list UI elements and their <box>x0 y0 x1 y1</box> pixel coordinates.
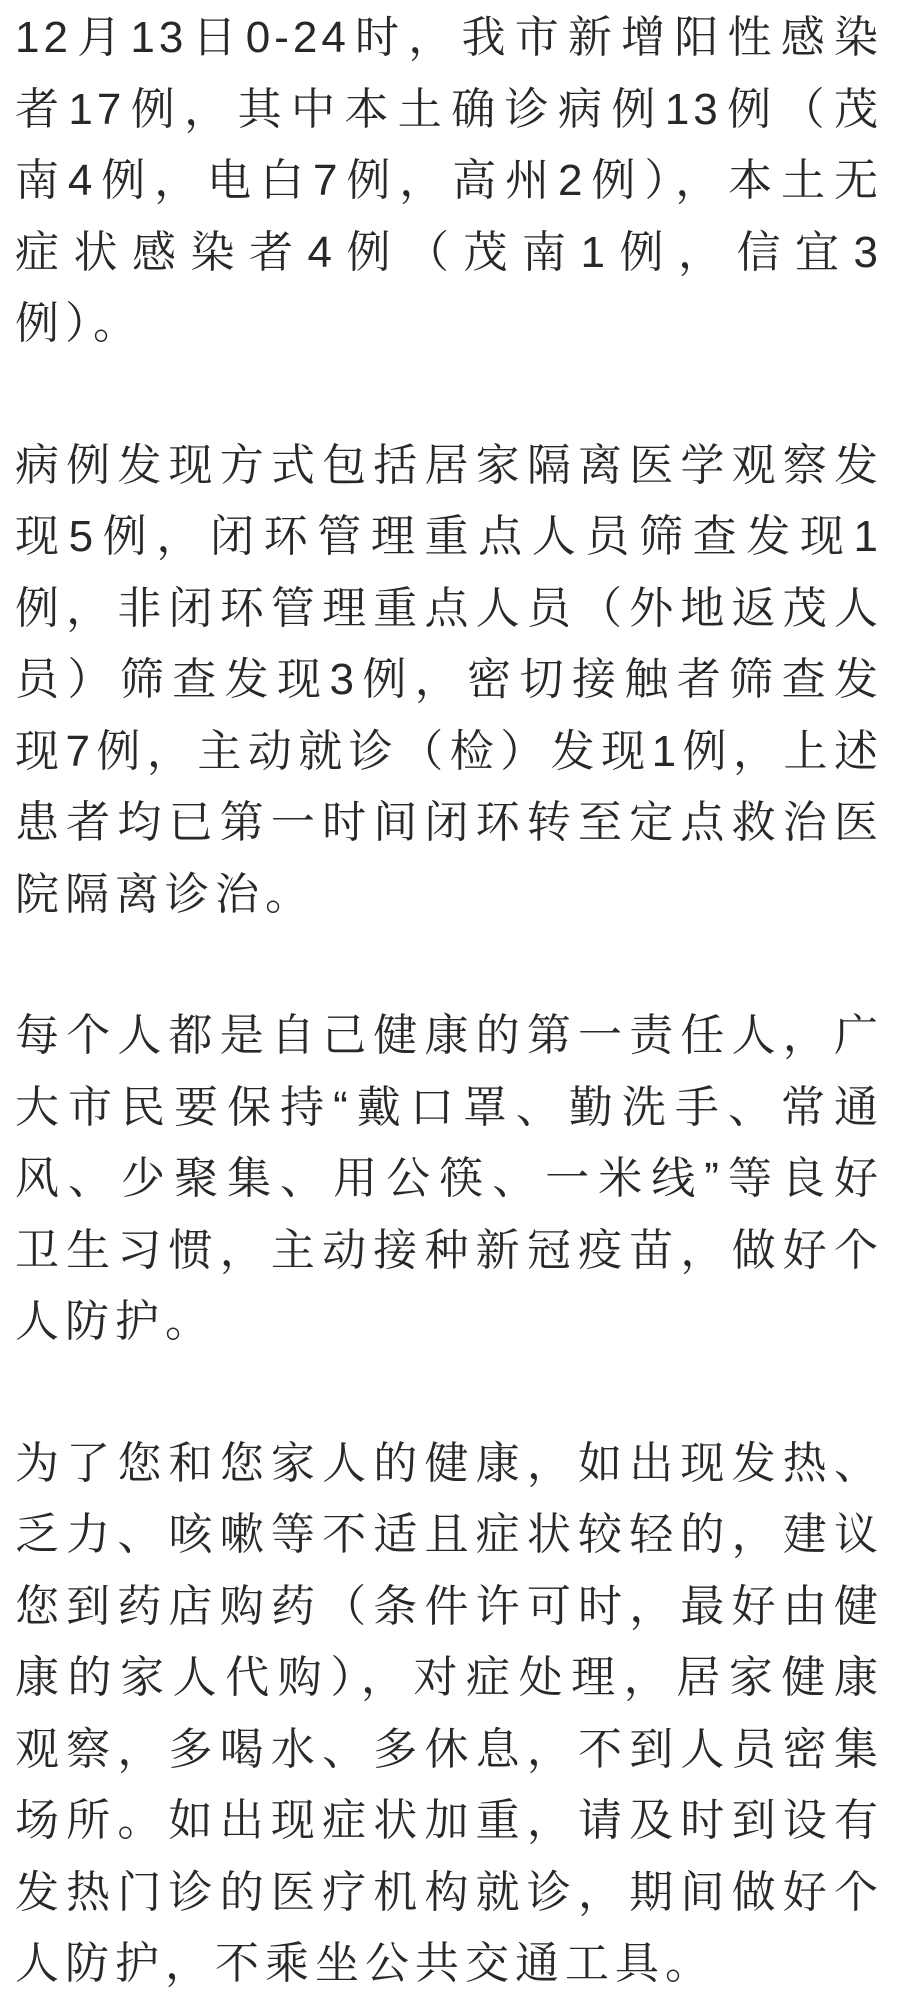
text-line: 南4例，电白7例，高州2例），本土无 <box>15 156 882 205</box>
paragraph-daily-new-cases <box>15 2 882 360</box>
text-line: 人防护。 <box>15 1297 215 1346</box>
text-line: 现7例，主动就诊（检）发现1例，上述 <box>15 726 882 776</box>
text-line: 现5例，闭环管理重点人员筛查发现1 <box>15 512 882 561</box>
text-line: 发热门诊的医疗机构就诊，期间做好个 <box>15 1867 882 1917</box>
text-line: 为了您和您家人的健康，如出现发热、 <box>15 1438 882 1488</box>
paragraph-medical-guidance <box>15 1428 882 2000</box>
text-line: 您到药店购药（条件许可时，最好由健 <box>15 1581 882 1631</box>
text-line: 例，非闭环管理重点人员（外地返茂人 <box>15 583 882 633</box>
text-line: 例）。 <box>15 299 143 348</box>
text-line: 症状感染者4例（茂南1例，信宜3 <box>15 227 882 277</box>
text-line: 风、少聚集、用公筷、一米线”等良好 <box>15 1154 882 1203</box>
text-line: 大市民要保持“戴口罩、勤洗手、常通 <box>15 1082 882 1132</box>
paragraph-personal-health-responsibility <box>15 1000 882 1358</box>
paragraph-case-detection-methods <box>15 430 882 931</box>
text-line: 场所。如出现症状加重，请及时到设有 <box>15 1796 882 1845</box>
text-line: 人防护，不乘坐公共交通工具。 <box>15 1939 715 1988</box>
text-line: 每个人都是自己健康的第一责任人，广 <box>15 1011 882 1060</box>
text-line: 12月13日0-24时，我市新增阳性感染 <box>15 13 882 62</box>
text-line: 者17例，其中本土确诊病例13例（茂 <box>15 84 882 134</box>
text-line: 病例发现方式包括居家隔离医学观察发 <box>15 440 882 490</box>
text-line: 院隔离诊治。 <box>15 869 315 919</box>
text-line: 患者均已第一时间闭环转至定点救治医 <box>15 798 882 847</box>
text-line: 乏力、咳嗽等不适且症状较轻的，建议 <box>15 1510 882 1559</box>
text-line: 观察，多喝水、多休息，不到人员密集 <box>15 1724 882 1774</box>
text-line: 康的家人代购），对症处理，居家健康 <box>15 1653 882 1702</box>
text-line: 卫生习惯，主动接种新冠疫苗，做好个 <box>15 1225 882 1275</box>
text-line: 员）筛查发现3例，密切接触者筛查发 <box>15 655 882 704</box>
